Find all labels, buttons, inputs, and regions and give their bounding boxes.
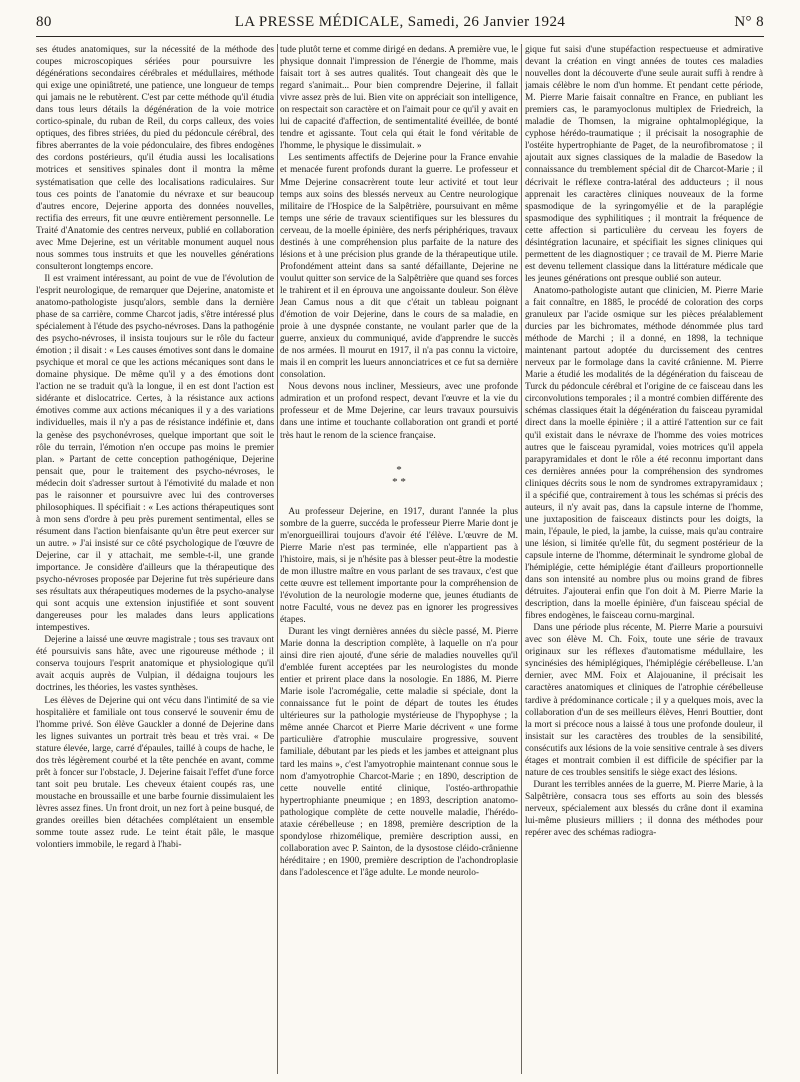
journal-title: LA PRESSE MÉDICALE, Samedi, 26 Janvier 1924	[234, 14, 566, 30]
paragraph: tude plutôt terne et comme dirigé en dedans. A première vue, le physique donnait l'impression de l'énergie de l'homme, mais faisait tort à ses autres qualités. Tout changeait dès que le regard s'animait... Pour bien comprendre Dejerine, il fallait vivre assez près de lui. Bien vite on appréciait son intelligence, on respectait son caractère et on l'aimait pour ce qu'il y avait en lui de capacité d'affection, de sentimentalité éveillée, de bonté tendre et agissante. Tout cela qui était le fond véritable de l'homme, le physique le dissimulait. »	[280, 45, 518, 152]
page-header	[36, 14, 764, 34]
paragraph: Durant les terribles années de la guerre, M. Pierre Marie, à la Salpêtrière, consacra tous ses efforts au soin des blessés nerveux, spécialement aux blessés du crâne dont il examina lui-même plusieurs milliers ; il donna des méthodes pour repérer avec des schémas radiogra-	[525, 779, 763, 839]
column-2	[280, 44, 518, 1074]
paragraph: Anatomo-pathologiste autant que clinicien, M. Pierre Marie a fait connaître, en 1885, le procédé de coloration des corps granuleux par l'acide osmique sur les pièces préalablement durcies par les bichromates, méthode dénommée plus tard méthode de Marchi ; il a donné, en 1898, la technique maintenant partout adoptée du durcissement des centres nerveux par le formolage dans la cavité crânienne. M. Pierre Marie a étudié les modalités de la dégénération du faisceau de Turck du pédoncule cérébral et l'origine de ce faisceau dans les circonvolutions temporales ; il a montré combien différente des schémas classiques était la dégénération du faisceau pyramidal direct dans la moelle épinière ; il a attiré l'attention sur ce fait qu'il existait dans le névraxe de l'homme des voies motrices autres que le faisceau pyramidal, voies motrices qu'il appela parapyramidales et dont le rôle a été reconnu important dans ces dernières années pour la compréhension des syndromes cliniques décrits sous le nom de syndromes extrapyramidaux ; il a spécifié que, contrairement à tous les schémas si précis des auteurs, il n'y avait pas, dans la capsule interne de l'homme, une juxtaposition de faisceaux distincts pour les doigts, la main, l'épaule, le pied, la jambe, la cuisse, mais qu'au contraire une lésion, si limitée qu'elle fût, du segment postérieur de la capsule interne de l'homme, déterminait le syndrome global de l'hémiplégie, cette hémiplégie étant d'ailleurs proportionnelle dans son intensité au nombre plus ou moins grand de fibres détruites. J'ajouterai enfin que l'on doit à M. Pierre Marie la description, dans la moelle épinière, d'un faisceau spécial de fibres endogènes, le faisceau cornu-marginal.	[525, 285, 763, 622]
issue-number: N° 8	[734, 14, 764, 30]
paragraph: Les élèves de Dejerine qui ont vécu dans l'intimité de sa vie hospitalière et familiale ont tous conservé le souvenir ému de l'homme privé. Son élève Gauckler a donné de Dejerine dans les lignes suivantes un portrait très beau et très vrai. « De stature élevée, large, carré d'épaules, taillé à coups de hache, le dos très légèrement courbé et la tête penchée en avant, comme prêt à foncer sur l'obstacle, J. Dejerine faisait l'effet d'une force tant soit peu brutale. Les cheveux étaient coupés ras, une moustache en broussaille et une barbe fournie dissimulaient les lèvres assez fines. Un front droit, un nez fort à peine busqué, de grandes oreilles bien détachées complétaient un ensemble somme toute assez rude. Le teint était pâle, le masque volontiers immobile, le regard à l'habi-	[36, 695, 274, 851]
paragraph: Dejerine a laissé une œuvre magistrale ; tous ses travaux ont été poursuivis sans hâte, avec une rigoureuse méthode ; il conserva toujours l'esprit anatomique et physiologique qu'il avait acquis auprès de Vulpian, il dédaigna toujours les doctrines, les théories, les vastes synthèses.	[36, 635, 274, 694]
page-number: 80	[36, 14, 52, 30]
section-separator	[280, 464, 518, 488]
paragraph: Durant les vingt dernières années du siècle passé, M. Pierre Marie donna la description complète, à laquelle on n'a pour ainsi dire rien ajouté, d'une série de maladies nouvelles qu'il d'emblée furent acceptées par les neurologistes du monde entier et prirent place dans la nosologie. En 1886, M. Pierre Marie isole l'acromégalie, cette maladie si spéciale, dont la connaissance fut le point de départ de toutes les études ultérieures sur la pathologie mystérieuse de l'hypophyse ; la même année Charcot et Pierre Marie décrivent « une forme particulière d'atrophie musculaire progressive, souvent familiale, débutant par les pieds et les jambes et atteignant plus tard les mains », c'est l'amyotrophie maintenant connue sous le nom d'amyotrophie Charcot-Marie ; en 1890, description de cette nouvelle entité clinique, l'ostéo-arthropathie hypertrophiante pneumique ; en 1893, description anatomo-pathologique complète de cette nouvelle maladie, l'hérédo-ataxie cérébelleuse ; en 1898, première description de la spondylose rhizomélique, première description aussi, en collaboration avec P. Sainton, de la dysostose cléido-crânienne héréditaire ; en 1900, première description de l'achondroplasie dans l'adolescence et l'âge adulte. Le monde neurolo-	[280, 627, 518, 878]
paragraph: ses études anatomiques, sur la nécessité de la méthode des coupes microscopiques sériées pour poursuivre les dégénérations secondaires cérébrales et médullaires, méthode qui exige une opiniâtreté, une patience, une longueur de temps qui jamais ne le rebutèrent. C'est par cette méthode qu'il étudia dans tous leurs détails la dégénération de la voie motrice cortico-spinale, du ruban de Reil, du corps calleux, des voies optiques, des fibres striées, du pied du pédoncule cérébral, des fibres aberrantes de la voie pédonculaire, des fibres endogènes des cordons postérieurs, qu'il étudia aussi les localisations motrices et sensitives spinales dont il montra la même systématisation que celle des localisations radiculaires. Sur tous ces points de l'anatomie du névraxe et sur beaucoup d'autres encore, Dejerine apporta des données nouvelles, rectifia des erreurs, fit une œuvre entièrement personnelle. Le Traité d'Anatomie des centres nerveux, publié en collaboration avec Mme Dejerine, est un véritable monument auquel nous nous sommes tous instruits et que les nouvelles générations consulteront longtemps encore.	[36, 45, 274, 272]
asterism-bottom: * *	[392, 475, 406, 488]
header-rule	[36, 36, 764, 37]
paragraph: gique fut saisi d'une stupéfaction respectueuse et admirative devant la création en vingt années de toutes ces maladies nouvelles dont la découverte d'une seule aurait suffi à rendre à jamais célèbre le nom d'un homme. Et pendant cette période, M. Pierre Marie faisait connaître en France, en publiant les premiers cas, le paramyoclonus multiplex de Friedreich, la maladie de Thomsen, la migraine ophtalmoplégique, la cyphose hérédo-traumatique ; il précisait la nosographie de l'ostéite hypertrophiante de Paget, de la neurofibromatose ; il ajoutait aux signes classiques de la maladie de Basedow la connaissance du tremblement spécial dit de Charcot-Marie ; il décrivait le réflexe contra-latéral des adducteurs ; il nous apprenait les caractères cliniques nouveaux de la forme spasmodique de la syringomyélie et de la paraplégie spasmodique des syphilitiques ; il montrait la fréquence de cette affection si particulière du cerveau les foyers de désintégration lacunaire, et spécifiait les signes cliniques qui permettent de les diagnostiquer ; ce travail de M. Pierre Marie est devenu tellement classique dans la littérature médicale que les jeunes générations ont presque oublié son auteur.	[525, 45, 763, 284]
column-1	[36, 44, 274, 1074]
column-3	[525, 44, 763, 1074]
paragraph: Dans une période plus récente, M. Pierre Marie a poursuivi avec son élève M. Ch. Foix, toute une série de travaux originaux sur les réflexes d'automatisme médullaire, les syncinésies des hémiplégiques, l'hémiplégie cérébelleuse. L'an dernier, avec MM. Foix et Alajouanine, il précisait les caractères anatomiques et cliniques de l'atrophie cérébelleuse tardive à prédominance corticale ; il y a quelques mois, avec la collaboration d'un de ses meilleurs élèves, Henri Bouttier, dont la mort si précoce nous a laissé à tous une profonde douleur, il insistait sur les caractères des troubles de la sensibilité, consécutifs aux lésions de la voie sensitive centrale à ses divers étages et montrait combien il est difficile de spécifier par la nature de ces troubles sensitifs le siège exact des lésions.	[525, 623, 763, 778]
paragraph: Les sentiments affectifs de Dejerine pour la France envahie et menacée furent profonds durant la guerre. Le professeur et Mme Dejerine consacrèrent toute leur activité et tout leur temps aux soins des blessés nerveux au Centre neurologique militaire de l'Hospice de la Salpêtrière, poursuivant en même temps une série de travaux scientifiques sur les blessures du cerveau, de la moelle épinière, des nerfs périphériques, travaux destinés à une compréhension plus parfaite de la nature des lésions et à une précision plus grande de la thérapeutique utile. Profondément atteint dans sa santé défaillante, Dejerine ne voulut quitter son service de la Salpêtrière que quand ses forces le trahirent et il en éprouva une angoissante douleur. Son élève Jean Camus nous a dit que c'était un tableau poignant d'émotion de voir Dejerine, dans le cours de sa maladie, en proie à une dyspnée constante, ne voulant parler que de la guerre, anxieux du communiqué, avide d'apprendre le succès de nos armées. Il mourut en 1917, il n'a pas connu la victoire, mais il en comprit les lueurs annonciatrices et ce fut sa dernière consolation.	[280, 153, 518, 381]
paragraph: Nous devons nous incliner, Messieurs, avec une profonde admiration et un profond respect, devant l'œuvre et la vie du professeur et de Mme Dejerine, car leurs travaux poursuivis dans une intime et touchante collaboration ont grandi et porté très haut le renom de la science française.	[280, 382, 518, 441]
paragraph: Au professeur Dejerine, en 1917, durant l'année la plus sombre de la guerre, succéda le professeur Pierre Marie dont je m'enorgueillirai toujours d'avoir été l'élève. L'œuvre de M. Pierre Marie n'est pas terminée, elle n'appartient pas à l'histoire, mais, si je n'hésite pas à blesser peut-être la modestie de mon illustre maître en vous parlant de ses travaux, c'est que cette œuvre est tellement importante pour la compréhension de l'évolution de la neurologie moderne que, jeunes étudiants de notre Faculté, vous ne devez pas en ignorer les progressives étapes.	[280, 506, 518, 625]
column-divider	[521, 44, 522, 1074]
column-divider	[277, 44, 278, 1074]
asterism-top: *	[396, 463, 402, 476]
paragraph: Il est vraiment intéressant, au point de vue de l'évolution de l'esprit neurologique, de remarquer que Dejerine, anatomiste et anatomo-pathologiste jusqu'alors, semble dans la dernière phase de sa carrière, comme Charcot jadis, s'être intéressé plus spécialement à l'étude des psycho-névroses. Dans la pathogénie des psycho-névroses, il insista toujours sur le rôle du facteur émotion ; il disait : « Les causes émotives sont dans le domaine psychique et moral ce que les actions mécaniques sont dans le domaine physique. De même qu'il y a des émotions dont l'action ne se traduit qu'à la longue, il en est dont l'action est sidérante et dislocatrice. Certes, à la résistance aux actions émotives comme aux actions mécaniques il y a des variations individuelles, mais il n'y a pas de résistance indéfinie et, dans la genèse des psychonévroses, quelque important que soit le rôle du terrain, l'émotion n'en occupe pas moins le premier plan. » Partant de cette conception pathogénique, Dejerine pensait que, pour le traitement des psycho-névroses, le médecin doit s'adresser surtout à l'émotivité du malade et non pas le raisonner et poursuivre avec lui des controverses philosophiques. Il spécifiait : « Les actions thérapeutiques sont à mon sens d'ordre à peu près purement sentimental, elles se résument dans l'action bienfaisante qu'un être peut exercer sur un autre. » J'ai insisté sur ce côté psychologique de l'œuvre de Dejerine, car il y attachait, me semble-t-il, une grande importance. Je considère d'ailleurs que la thérapeutique des psycho-névroses proposée par Dejerine fut très supérieure dans ses résultats aux thérapeutiques modernes de la psycho-analyse qui sont acquis une extension injustifiée et sont souvent dangereuses pour les malades dans leurs applications intempestives.	[36, 273, 274, 634]
